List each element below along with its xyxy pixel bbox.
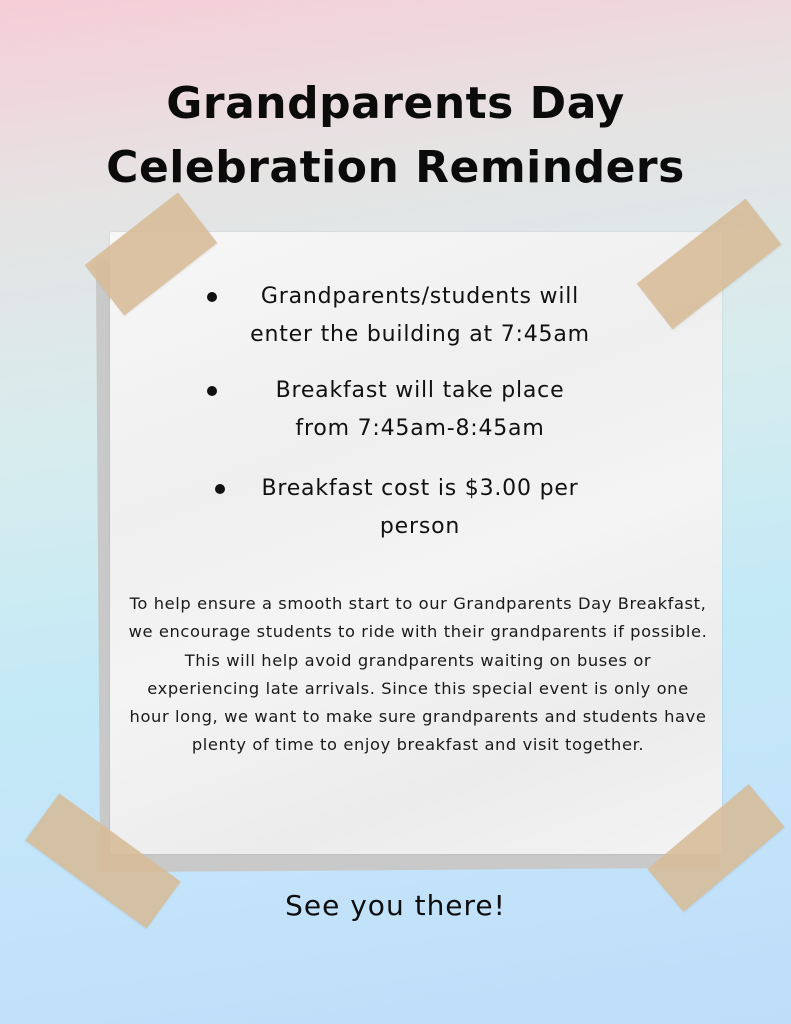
reminder-item	[195, 278, 645, 354]
reminder-text	[261, 470, 578, 546]
bullet-dot-icon	[215, 484, 225, 494]
title-line-1: Grandparents Day	[166, 78, 625, 129]
reminder-text	[250, 278, 590, 354]
reminder-line: from 7:45am-8:45am	[295, 416, 545, 441]
reminder-line: enter the building at 7:45am	[250, 322, 590, 347]
reminder-list	[195, 278, 645, 546]
reminder-line: person	[379, 514, 461, 539]
bullet-dot-icon	[207, 292, 217, 302]
bullet-dot-icon	[207, 386, 217, 396]
closing-text: See you there!	[285, 889, 506, 922]
page-title	[0, 72, 791, 200]
title-line-2: Celebration Reminders	[106, 142, 685, 193]
reminder-text	[276, 372, 565, 448]
reminder-line: Breakfast will take place	[275, 378, 565, 403]
reminder-item	[195, 470, 645, 546]
reminder-line: Grandparents/students will	[260, 284, 580, 309]
reminder-item	[195, 372, 645, 448]
info-paragraph: To help ensure a smooth start to our Grandparents Day Breakfast, we encourage students to ride with their grandparents if possible. This will help avoid grandparents waiting on buses or experiencing late arrivals. Since this special event is only one hour long, we want to make sure grandparents and students have plenty of time to enjoy breakfast and visit together.	[128, 594, 708, 755]
reminder-line: Breakfast cost is $3.00 per	[261, 476, 579, 501]
